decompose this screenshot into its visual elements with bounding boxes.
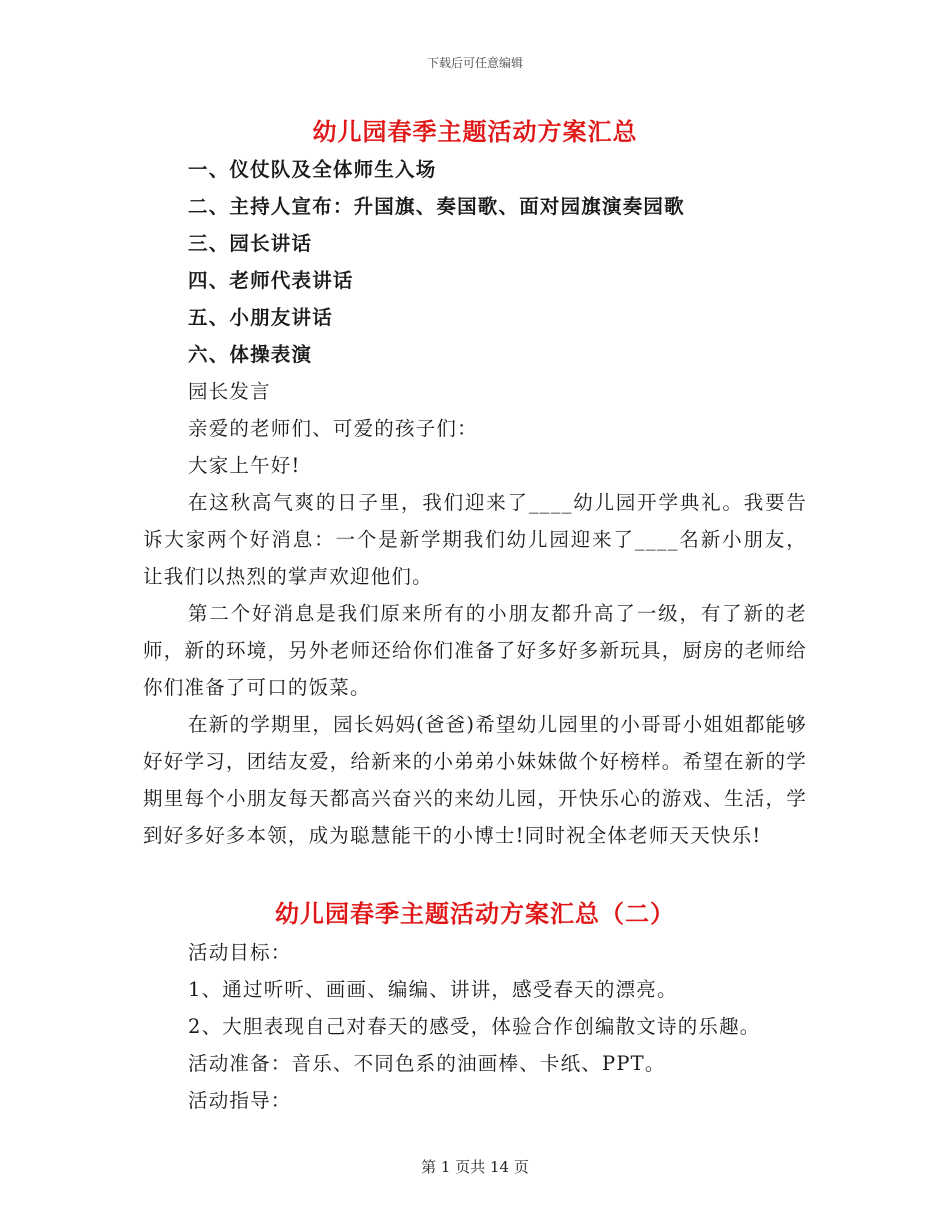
greeting: 大家上午好! xyxy=(188,454,301,477)
page-footer: 第 1 页共 14 页 xyxy=(421,1158,529,1176)
section2-body xyxy=(143,934,807,1119)
salutation: 亲爱的老师们、可爱的孩子们： xyxy=(188,417,478,440)
section2-line: 活动指导： xyxy=(188,1089,292,1112)
section2-line: 活动目标： xyxy=(188,941,292,964)
agenda-item: 二、主持人宣布：升国旗、奏国歌、面对园旗演奏园歌 xyxy=(188,195,685,218)
speech-paragraph: 在这秋高气爽的日子里，我们迎来了____幼儿园开学典礼。我要告诉大家两个好消息：一个是新学期我们幼儿园迎来了____名新小朋友，让我们以热烈的掌声欢迎他们。 xyxy=(143,491,807,588)
section1-body xyxy=(143,151,807,854)
agenda-item: 一、仪仗队及全体师生入场 xyxy=(188,158,437,181)
speech-paragraph: 第二个好消息是我们原来所有的小朋友都升高了一级，有了新的老师，新的环境，另外老师还给你们准备了好多好多新玩具，厨房的老师给你们准备了可口的饭菜。 xyxy=(143,602,807,699)
section1-title: 幼儿园春季主题活动方案汇总 xyxy=(312,117,638,146)
section2-line: 1、通过听听、画画、编编、讲讲，感受春天的漂亮。 xyxy=(188,978,678,1001)
agenda-item: 六、体操表演 xyxy=(188,343,313,366)
agenda-item: 四、老师代表讲话 xyxy=(188,269,354,292)
header-note: 下载后可任意编辑 xyxy=(426,56,523,70)
section2-title: 幼儿园春季主题活动方案汇总（二） xyxy=(275,899,675,928)
speech-paragraph: 在新的学期里，园长妈妈(爸爸)希望幼儿园里的小哥哥小姐姐都能够好好学习，团结友爱，给新来的小弟弟小妹妹做个好榜样。希望在新的学期里每个小朋友每天都高兴奋兴的来幼儿园，开快乐心的游戏、生活，学到好多好多本领，成为聪慧能干的小博士!同时祝全体老师天天快乐! xyxy=(143,713,807,847)
agenda-item: 五、小朋友讲话 xyxy=(188,306,333,329)
section2-line: 2、大胆表现自己对春天的感受，体验合作创编散文诗的乐趣。 xyxy=(188,1015,761,1038)
section2-line: 活动准备：音乐、不同色系的油画棒、卡纸、PPT。 xyxy=(188,1052,666,1075)
speech-heading: 园长发言 xyxy=(188,380,271,403)
agenda-item: 三、园长讲话 xyxy=(188,232,313,255)
